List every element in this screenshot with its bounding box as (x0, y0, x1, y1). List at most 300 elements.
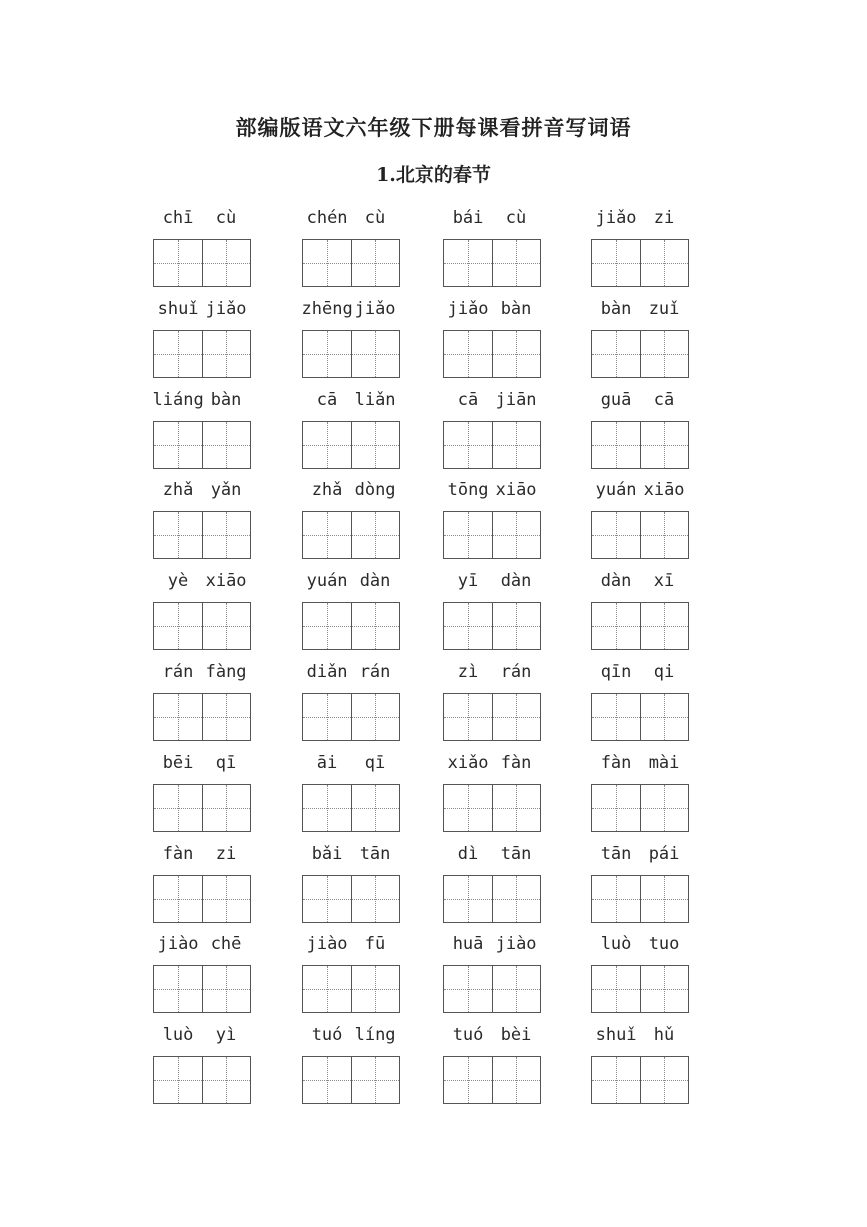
guide-line (226, 785, 227, 831)
guide-line (226, 966, 227, 1012)
guide-line (178, 785, 179, 831)
writing-boxes[interactable] (153, 693, 251, 741)
word-item (588, 477, 700, 567)
word-item (588, 931, 700, 1021)
pinyin-syllable: liǎn (354, 389, 396, 410)
pinyin-label (150, 390, 262, 414)
writing-boxes[interactable] (443, 1056, 541, 1104)
writing-boxes[interactable] (591, 875, 689, 923)
writing-boxes[interactable] (591, 239, 689, 287)
guide-line (592, 808, 688, 809)
writing-boxes[interactable] (302, 330, 400, 378)
pinyin-syllable: zi (215, 843, 237, 864)
pinyin-syllable: tān (359, 843, 391, 864)
guide-line (468, 422, 469, 468)
pinyin-syllable: tuo (648, 934, 680, 955)
pinyin-label (299, 662, 411, 686)
pinyin-syllable: fàn (600, 752, 632, 773)
pinyin-syllable: dòng (354, 480, 396, 501)
guide-line (154, 717, 250, 718)
pinyin-syllable: xiāo (495, 480, 537, 501)
guide-line (444, 989, 540, 990)
guide-line (375, 512, 376, 558)
guide-line (468, 966, 469, 1012)
guide-line (516, 331, 517, 377)
writing-boxes[interactable] (153, 421, 251, 469)
pinyin-syllable: hǔ (653, 1025, 675, 1046)
guide-line (303, 354, 399, 355)
writing-boxes[interactable] (591, 330, 689, 378)
pinyin-syllable: cù (505, 208, 527, 228)
pinyin-label (150, 753, 262, 777)
guide-line (516, 966, 517, 1012)
pinyin-syllable: dàn (359, 571, 391, 592)
pinyin-syllable: diǎn (306, 662, 348, 682)
guide-line (178, 876, 179, 922)
writing-boxes[interactable] (153, 875, 251, 923)
pinyin-label (588, 571, 700, 595)
guide-line (303, 1080, 399, 1081)
pinyin-syllable: tān (500, 843, 532, 864)
pinyin-label (299, 753, 411, 777)
pinyin-syllable: jiān (495, 389, 537, 410)
guide-line (178, 966, 179, 1012)
pinyin-syllable: jiào (306, 934, 348, 955)
pinyin-syllable: bàn (500, 298, 532, 319)
word-item (150, 1022, 262, 1112)
pinyin-label (588, 753, 700, 777)
pinyin-syllable: mài (648, 752, 680, 773)
writing-boxes[interactable] (591, 421, 689, 469)
writing-boxes[interactable] (591, 1056, 689, 1104)
word-item (150, 750, 262, 840)
pinyin-syllable: tōng (447, 480, 489, 501)
writing-boxes[interactable] (443, 239, 541, 287)
word-item (299, 387, 411, 477)
guide-line (154, 1080, 250, 1081)
guide-line (178, 240, 179, 286)
pinyin-syllable: xiāo (205, 571, 247, 592)
guide-line (592, 445, 688, 446)
pinyin-syllable: qi (653, 662, 675, 682)
pinyin-syllable: zhǎ (311, 480, 343, 501)
pinyin-label (440, 934, 552, 958)
guide-line (664, 785, 665, 831)
pinyin-label (440, 844, 552, 868)
guide-line (616, 966, 617, 1012)
word-row (150, 387, 710, 477)
guide-line (516, 876, 517, 922)
guide-line (327, 240, 328, 286)
guide-line (664, 694, 665, 740)
guide-line (516, 240, 517, 286)
word-item (299, 931, 411, 1021)
writing-boxes[interactable] (591, 965, 689, 1013)
pinyin-syllable: cā (653, 389, 675, 410)
pinyin-label (299, 299, 411, 323)
pinyin-syllable: xiāo (643, 480, 685, 501)
guide-line (303, 626, 399, 627)
pinyin-label (440, 480, 552, 504)
guide-line (444, 535, 540, 536)
guide-line (664, 331, 665, 377)
pinyin-syllable: jiǎo (447, 298, 489, 319)
writing-boxes[interactable] (443, 784, 541, 832)
writing-boxes[interactable] (443, 875, 541, 923)
pinyin-syllable: zhēng (301, 298, 353, 319)
guide-line (226, 876, 227, 922)
writing-boxes[interactable] (153, 784, 251, 832)
writing-boxes[interactable] (302, 511, 400, 559)
guide-line (375, 331, 376, 377)
pinyin-syllable: tān (600, 843, 632, 864)
guide-line (327, 331, 328, 377)
word-item (588, 387, 700, 477)
guide-line (327, 785, 328, 831)
pinyin-syllable: yè (167, 571, 189, 592)
pinyin-label (299, 480, 411, 504)
writing-boxes[interactable] (443, 693, 541, 741)
guide-line (327, 603, 328, 649)
pinyin-label (150, 934, 262, 958)
pinyin-label (588, 934, 700, 958)
pinyin-label (440, 662, 552, 686)
pinyin-label (150, 208, 262, 232)
pinyin-syllable: qī (215, 752, 237, 773)
pinyin-syllable: yī (457, 571, 479, 592)
word-row (150, 205, 710, 295)
guide-line (375, 785, 376, 831)
pinyin-syllable: pái (648, 843, 680, 864)
guide-line (178, 694, 179, 740)
guide-line (468, 1057, 469, 1103)
guide-line (154, 354, 250, 355)
word-item (440, 205, 552, 295)
guide-line (375, 240, 376, 286)
word-item (299, 296, 411, 386)
guide-line (616, 694, 617, 740)
pinyin-syllable: dì (457, 843, 479, 864)
writing-boxes[interactable] (443, 965, 541, 1013)
guide-line (468, 876, 469, 922)
word-item (440, 750, 552, 840)
guide-line (303, 263, 399, 264)
pinyin-syllable: chén (306, 208, 348, 228)
writing-boxes[interactable] (302, 1056, 400, 1104)
pinyin-syllable: shuǐ (595, 1025, 637, 1046)
guide-line (154, 989, 250, 990)
writing-boxes[interactable] (591, 602, 689, 650)
word-item (440, 841, 552, 931)
pinyin-label (440, 299, 552, 323)
guide-line (327, 876, 328, 922)
pinyin-label (440, 753, 552, 777)
guide-line (226, 603, 227, 649)
pinyin-label (299, 844, 411, 868)
pinyin-label (440, 390, 552, 414)
pinyin-syllable: tuó (311, 1025, 343, 1046)
word-item (440, 296, 552, 386)
word-item (440, 387, 552, 477)
guide-line (178, 512, 179, 558)
word-item (588, 750, 700, 840)
word-item (299, 750, 411, 840)
pinyin-syllable: líng (354, 1025, 396, 1046)
pinyin-syllable: yuán (306, 571, 348, 592)
pinyin-syllable: qī (364, 752, 386, 773)
word-row (150, 1022, 710, 1112)
guide-line (303, 535, 399, 536)
writing-boxes[interactable] (302, 421, 400, 469)
word-item (588, 568, 700, 658)
writing-boxes[interactable] (153, 965, 251, 1013)
pinyin-syllable: rán (359, 662, 391, 682)
guide-line (592, 1080, 688, 1081)
writing-boxes[interactable] (591, 693, 689, 741)
word-item (299, 568, 411, 658)
guide-line (444, 445, 540, 446)
pinyin-syllable: fū (364, 934, 386, 955)
pinyin-syllable: chī (162, 208, 194, 228)
guide-line (468, 694, 469, 740)
pinyin-label (440, 1025, 552, 1049)
guide-line (516, 603, 517, 649)
guide-line (444, 263, 540, 264)
word-item (588, 841, 700, 931)
word-item (440, 931, 552, 1021)
pinyin-syllable: liáng (152, 389, 204, 410)
guide-line (178, 1057, 179, 1103)
guide-line (444, 626, 540, 627)
guide-line (592, 899, 688, 900)
word-row (150, 296, 710, 386)
pinyin-label (150, 1025, 262, 1049)
pinyin-label (588, 299, 700, 323)
writing-boxes[interactable] (302, 693, 400, 741)
guide-line (303, 808, 399, 809)
guide-line (616, 1057, 617, 1103)
pinyin-syllable: yuán (595, 480, 637, 501)
pinyin-label (588, 208, 700, 232)
guide-line (178, 422, 179, 468)
guide-line (444, 899, 540, 900)
guide-line (592, 626, 688, 627)
guide-line (616, 331, 617, 377)
pinyin-syllable: zuǐ (648, 298, 680, 319)
writing-boxes[interactable] (443, 330, 541, 378)
pinyin-syllable: fàng (205, 662, 247, 682)
guide-line (664, 966, 665, 1012)
pinyin-syllable: cā (316, 389, 338, 410)
guide-line (664, 240, 665, 286)
word-item (150, 205, 262, 295)
guide-line (226, 331, 227, 377)
pinyin-syllable: āi (316, 752, 338, 773)
pinyin-syllable: guā (600, 389, 632, 410)
word-item (150, 841, 262, 931)
pinyin-syllable: zì (457, 662, 479, 682)
word-item (150, 477, 262, 567)
writing-boxes[interactable] (153, 1056, 251, 1104)
pinyin-label (588, 390, 700, 414)
word-row (150, 841, 710, 931)
pinyin-syllable: jiào (157, 934, 199, 955)
pinyin-syllable: chē (210, 934, 242, 955)
guide-line (664, 1057, 665, 1103)
guide-line (616, 603, 617, 649)
writing-boxes[interactable] (443, 421, 541, 469)
pinyin-syllable: tuó (452, 1025, 484, 1046)
guide-line (154, 626, 250, 627)
pinyin-syllable: zhǎ (162, 480, 194, 501)
pinyin-label (299, 934, 411, 958)
pinyin-syllable: fàn (500, 752, 532, 773)
guide-line (592, 535, 688, 536)
writing-boxes[interactable] (153, 330, 251, 378)
guide-line (444, 354, 540, 355)
guide-line (468, 512, 469, 558)
pinyin-syllable: huā (452, 934, 484, 955)
pinyin-syllable: luò (162, 1025, 194, 1046)
writing-boxes[interactable] (302, 875, 400, 923)
guide-line (327, 694, 328, 740)
writing-boxes[interactable] (443, 511, 541, 559)
word-item (150, 931, 262, 1021)
word-item (150, 568, 262, 658)
guide-line (327, 512, 328, 558)
word-item (440, 477, 552, 567)
guide-line (468, 240, 469, 286)
pinyin-syllable: bàn (210, 389, 242, 410)
guide-line (154, 535, 250, 536)
pinyin-label (299, 208, 411, 232)
pinyin-syllable: xiǎo (447, 752, 489, 773)
writing-boxes[interactable] (153, 511, 251, 559)
writing-boxes[interactable] (302, 784, 400, 832)
pinyin-syllable: yǎn (210, 480, 242, 501)
guide-line (303, 445, 399, 446)
guide-line (154, 263, 250, 264)
pinyin-label (150, 299, 262, 323)
guide-line (154, 899, 250, 900)
writing-boxes[interactable] (591, 784, 689, 832)
guide-line (375, 603, 376, 649)
pinyin-syllable: jiǎo (595, 208, 637, 228)
word-item (588, 1022, 700, 1112)
pinyin-syllable: bái (452, 208, 484, 228)
pinyin-syllable: bǎi (311, 843, 343, 864)
guide-line (468, 785, 469, 831)
word-row (150, 931, 710, 1021)
guide-line (664, 512, 665, 558)
pinyin-syllable: bàn (600, 298, 632, 319)
guide-line (516, 694, 517, 740)
guide-line (616, 785, 617, 831)
guide-line (592, 354, 688, 355)
guide-line (226, 1057, 227, 1103)
guide-line (154, 445, 250, 446)
pinyin-label (150, 571, 262, 595)
guide-line (444, 717, 540, 718)
word-item (440, 1022, 552, 1112)
guide-line (178, 331, 179, 377)
pinyin-syllable: bēi (162, 752, 194, 773)
guide-line (664, 876, 665, 922)
word-item (440, 659, 552, 749)
writing-boxes[interactable] (302, 965, 400, 1013)
pinyin-syllable: yì (215, 1025, 237, 1046)
word-row (150, 477, 710, 567)
pinyin-label (299, 390, 411, 414)
pinyin-syllable: qīn (600, 662, 632, 682)
guide-line (375, 1057, 376, 1103)
pinyin-syllable: jiǎo (354, 298, 396, 319)
writing-boxes[interactable] (153, 602, 251, 650)
guide-line (226, 512, 227, 558)
word-item (150, 387, 262, 477)
guide-line (616, 512, 617, 558)
page-title: 部编版语文六年级下册每课看拼音写词语 (235, 115, 632, 140)
pinyin-syllable: cù (364, 208, 386, 228)
guide-line (303, 717, 399, 718)
writing-boxes[interactable] (591, 511, 689, 559)
word-row (150, 568, 710, 658)
lesson-title: 1.北京的春节 (376, 164, 491, 186)
pinyin-label (588, 844, 700, 868)
pinyin-syllable: luò (600, 934, 632, 955)
guide-line (516, 512, 517, 558)
writing-boxes[interactable] (302, 602, 400, 650)
guide-line (516, 1057, 517, 1103)
pinyin-label (588, 662, 700, 686)
pinyin-label (150, 662, 262, 686)
guide-line (592, 717, 688, 718)
word-item (588, 205, 700, 295)
guide-line (444, 808, 540, 809)
writing-boxes[interactable] (443, 602, 541, 650)
pinyin-syllable: jiǎo (205, 298, 247, 319)
guide-line (664, 603, 665, 649)
word-item (588, 296, 700, 386)
pinyin-syllable: zi (653, 208, 675, 228)
pinyin-label (150, 480, 262, 504)
guide-line (375, 694, 376, 740)
pinyin-label (150, 844, 262, 868)
pinyin-syllable: dàn (600, 571, 632, 592)
guide-line (444, 1080, 540, 1081)
guide-line (664, 422, 665, 468)
guide-line (616, 422, 617, 468)
writing-boxes[interactable] (302, 239, 400, 287)
pinyin-label (299, 1025, 411, 1049)
guide-line (327, 422, 328, 468)
guide-line (375, 966, 376, 1012)
guide-line (516, 785, 517, 831)
pinyin-syllable: bèi (500, 1025, 532, 1046)
pinyin-label (440, 571, 552, 595)
word-item (440, 568, 552, 658)
word-item (588, 659, 700, 749)
guide-line (303, 989, 399, 990)
word-item (299, 205, 411, 295)
guide-line (468, 603, 469, 649)
guide-line (327, 1057, 328, 1103)
guide-line (226, 422, 227, 468)
word-item (150, 659, 262, 749)
writing-boxes[interactable] (153, 239, 251, 287)
pinyin-syllable: rán (162, 662, 194, 682)
guide-line (226, 694, 227, 740)
